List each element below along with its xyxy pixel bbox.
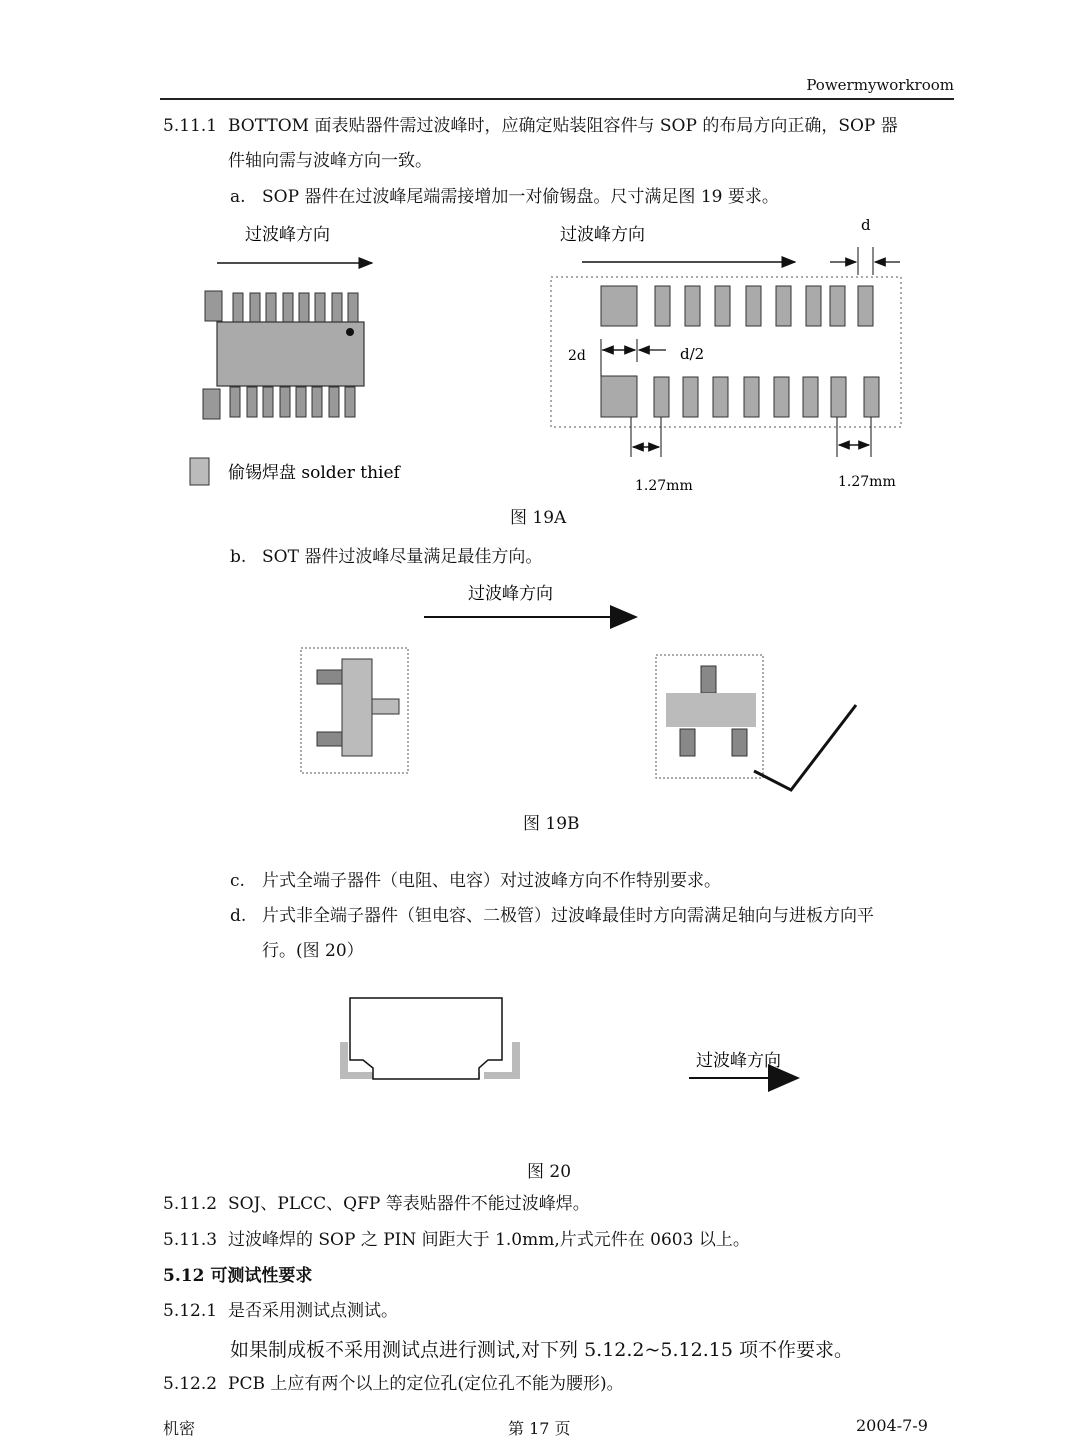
- fig19b-sot-right-pin-top: [701, 666, 716, 693]
- fig19b-sot-left-body: [342, 659, 372, 756]
- footer-page-number: 第 17 页: [508, 1419, 571, 1438]
- fig19b-sot-right-body: [666, 693, 756, 727]
- section-title-5-12: 5.12 可测试性要求: [163, 1266, 313, 1286]
- fig20-component-body: [350, 998, 502, 1079]
- fig19a-sop-body: [217, 322, 364, 386]
- section-text-line2: 件轴向需与波峰方向一致。: [228, 151, 432, 171]
- section-number-5-11-1: 5.11.1: [163, 116, 218, 136]
- fig19b-sot-right-pin-right: [732, 729, 747, 756]
- section-text-5-11-2: SOJ、PLCC、QFP 等表贴器件不能过波峰焊。: [228, 1194, 590, 1214]
- section-text-5-11-3: 过波峰焊的 SOP 之 PIN 间距大于 1.0mm,片式元件在 0603 以上。: [228, 1230, 750, 1250]
- section-number-5-11-2: 5.11.2: [163, 1194, 218, 1214]
- fig19a-pin1-dot: [346, 328, 354, 336]
- fig20-caption: 图 20: [527, 1162, 572, 1182]
- fig19b-caption: 图 19B: [523, 814, 580, 834]
- item-c-text: 片式全端子器件（电阻、电容）对过波峰方向不作特别要求。: [262, 871, 721, 891]
- fig19a-sop-bottom-pins: [203, 387, 355, 419]
- section-number-5-12-2: 5.12.2: [163, 1374, 218, 1394]
- fig19b-sot-left-pin2: [317, 732, 344, 746]
- section-text-5-12-2: PCB 上应有两个以上的定位孔(定位孔不能为腰形)。: [228, 1374, 624, 1394]
- fig19a-label-d: d: [861, 216, 871, 234]
- fig19a-direction-right: 过波峰方向: [560, 225, 645, 245]
- fig19a-sop-top-pins: [205, 291, 358, 323]
- item-a-text: SOP 器件在过波峰尾端需接增加一对偷锡盘。尺寸满足图 19 要求。: [262, 187, 779, 207]
- fig19a-pads-top: [601, 286, 873, 326]
- check-mark-icon: [754, 705, 856, 790]
- figure-20: [330, 990, 820, 1100]
- section-note-5-12-1: 如果制成板不采用测试点进行测试,对下列 5.12.2~5.12.15 项不作要求。: [230, 1339, 853, 1361]
- section-number-5-11-3: 5.11.3: [163, 1230, 218, 1250]
- item-b-text: SOT 器件过波峰尽量满足最佳方向。: [262, 547, 543, 567]
- item-d-letter: d.: [230, 906, 247, 926]
- section-text-5-12-1: 是否采用测试点测试。: [228, 1301, 398, 1321]
- item-c-letter: c.: [230, 871, 245, 891]
- fig19a-legend-text: 偷锡焊盘 solder thief: [228, 463, 400, 483]
- item-a-letter: a.: [230, 187, 246, 207]
- fig19b-sot-left-pin3: [372, 699, 399, 714]
- footer-date: 2004-7-9: [856, 1416, 928, 1435]
- footer-confidential: 机密: [163, 1419, 196, 1438]
- fig19a-pads-bottom: [601, 376, 879, 417]
- fig19a-dim-left: 1.27mm: [635, 478, 693, 494]
- item-b-letter: b.: [230, 547, 247, 567]
- fig19b-sot-left-pin1: [317, 670, 344, 684]
- fig19a-caption: 图 19A: [510, 508, 567, 528]
- fig19a-direction-left: 过波峰方向: [245, 225, 330, 245]
- figure-19a: [180, 212, 940, 502]
- fig19a-legend-swatch: [190, 458, 209, 485]
- header-brand: Powermyworkroom: [806, 76, 954, 94]
- figure-19b: [290, 575, 890, 800]
- section-text-line1: BOTTOM 面表贴器件需过波峰时，应确定贴装阻容件与 SOP 的布局方向正确，SOP 器: [228, 116, 898, 136]
- fig19a-label-d2: d/2: [680, 345, 705, 363]
- fig19a-label-2d: 2d: [568, 348, 586, 364]
- fig19a-dim-right: 1.27mm: [838, 474, 896, 490]
- fig20-direction: 过波峰方向: [696, 1051, 781, 1071]
- fig19b-direction: 过波峰方向: [468, 584, 553, 604]
- item-d-text-line2: 行。(图 20）: [262, 941, 364, 961]
- fig19b-sot-right-pin-left: [680, 729, 695, 756]
- section-number-5-12-1: 5.12.1: [163, 1301, 218, 1321]
- item-d-text-line1: 片式非全端子器件（钽电容、二极管）过波峰最佳时方向需满足轴向与进板方向平: [262, 906, 874, 926]
- header-divider: [160, 98, 954, 100]
